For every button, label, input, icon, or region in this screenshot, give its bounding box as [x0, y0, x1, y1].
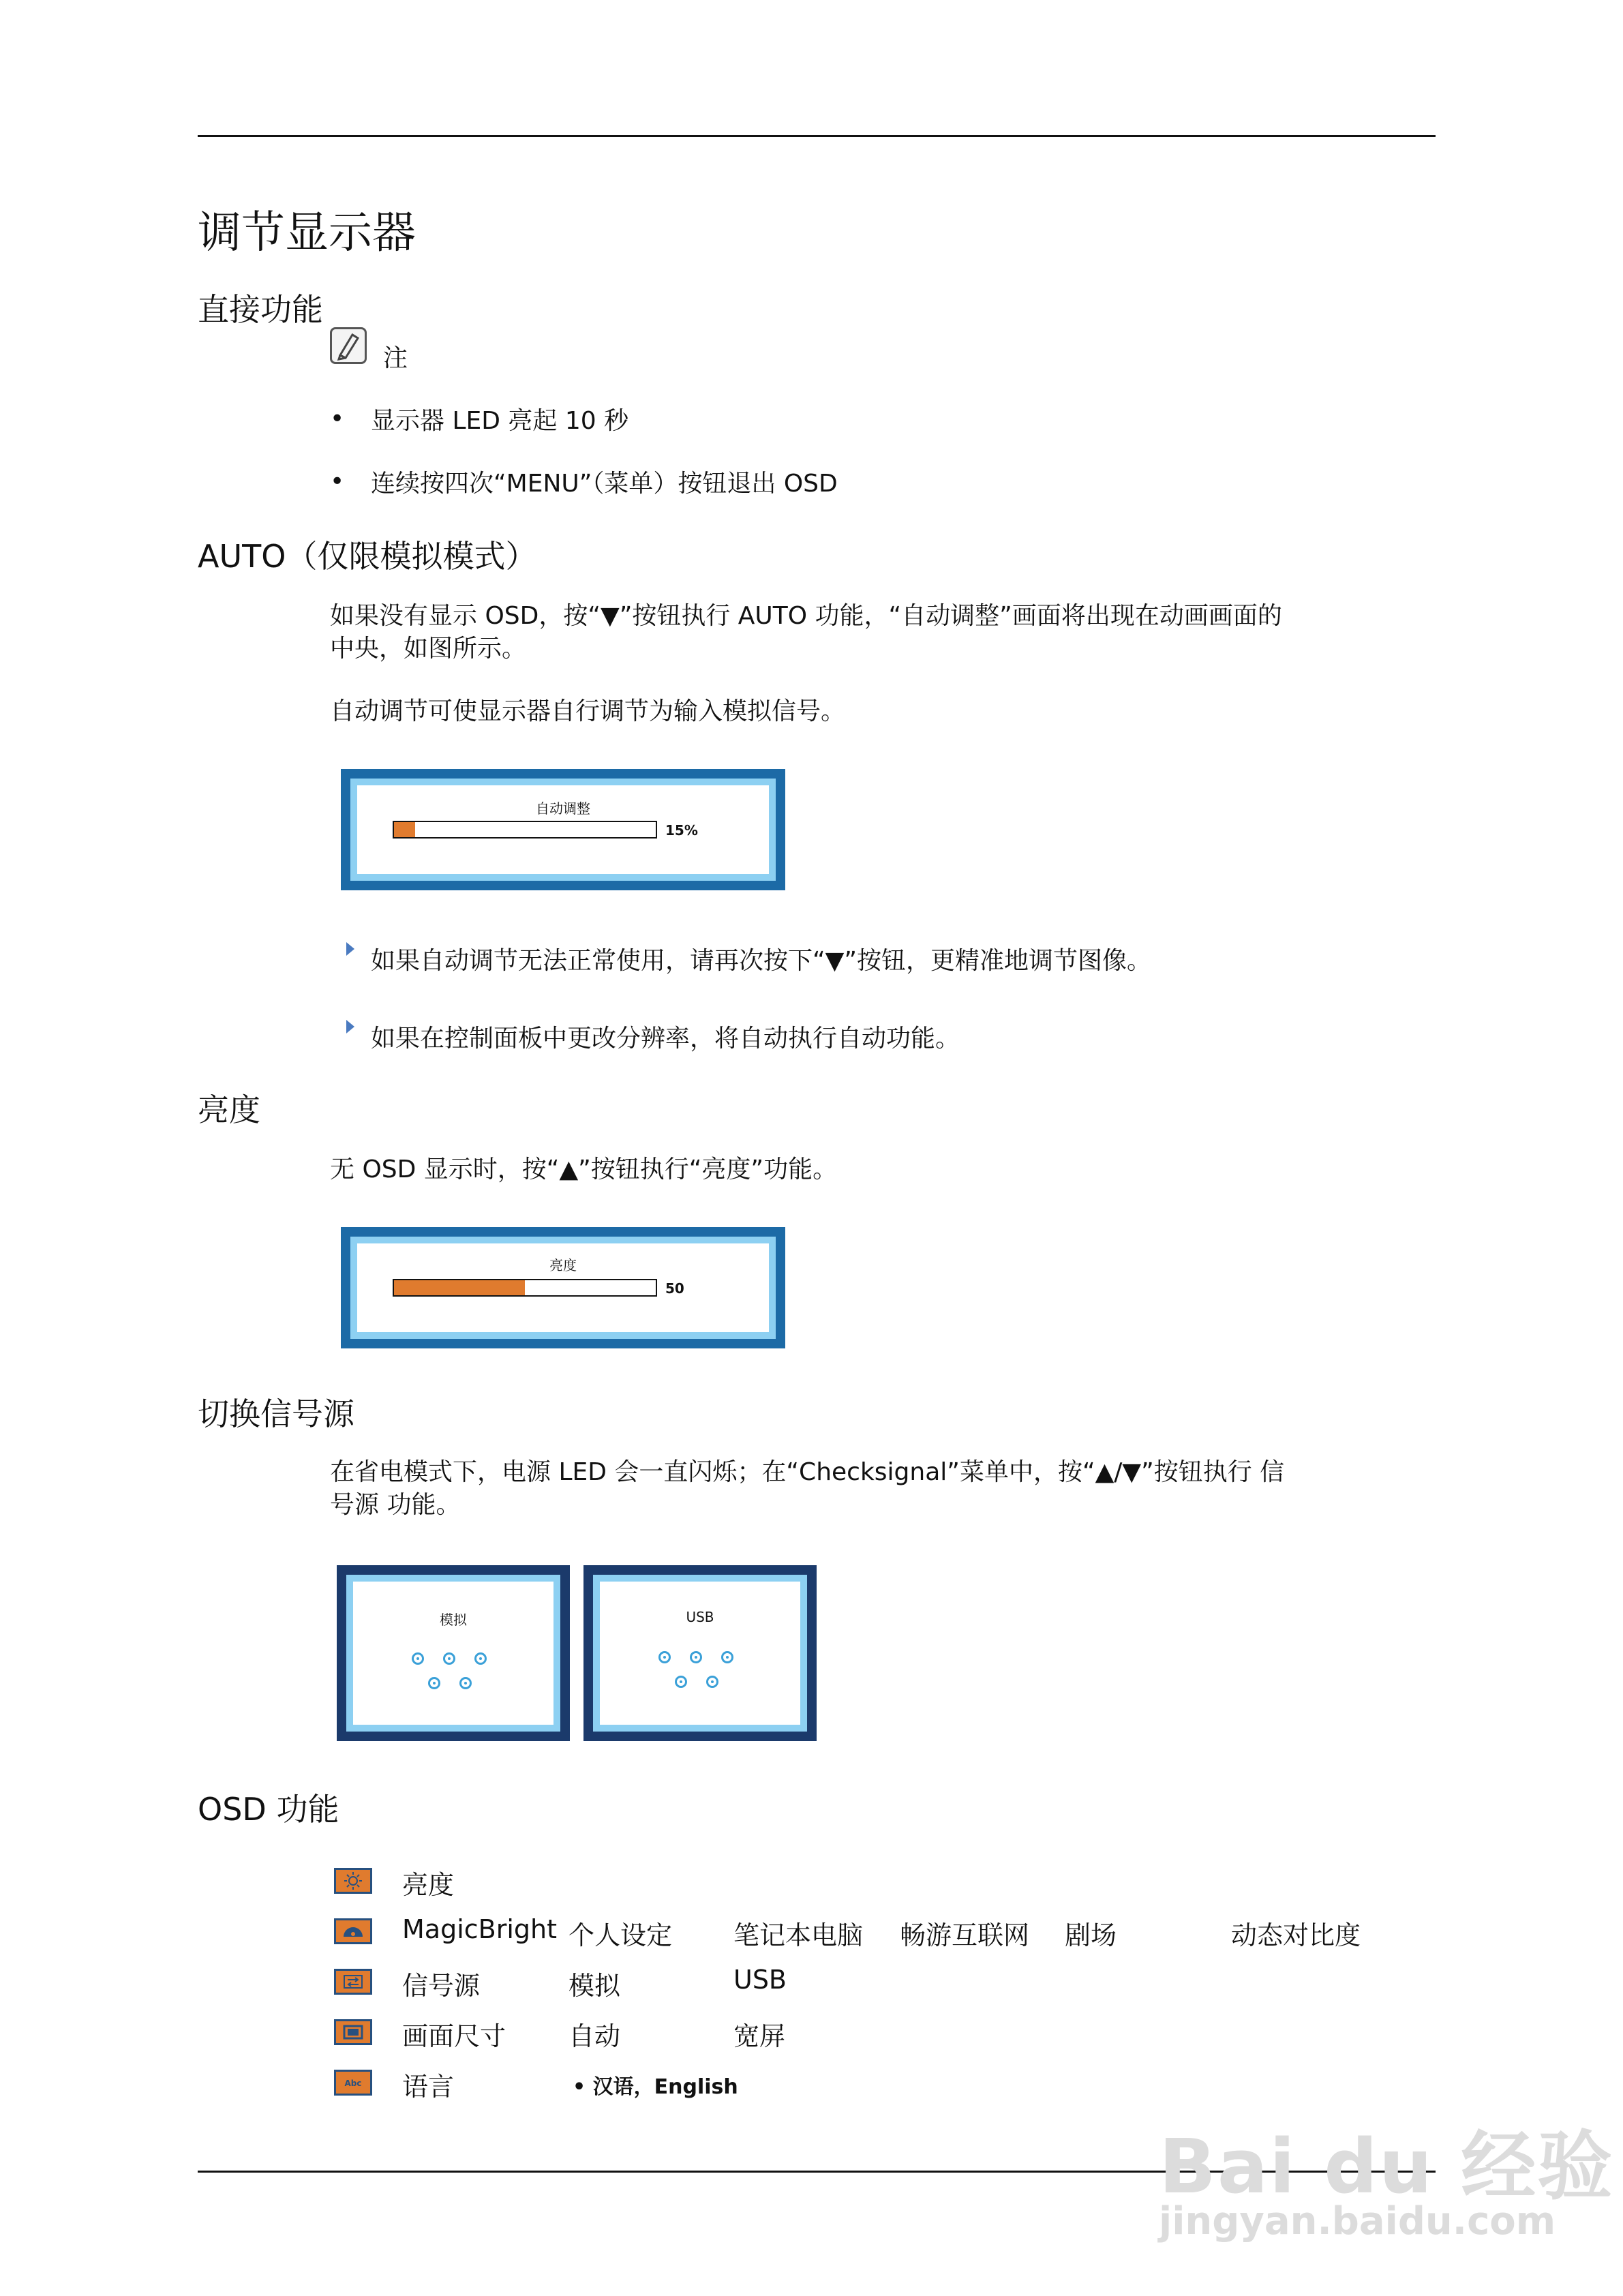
magicbright-icon — [334, 1918, 372, 1944]
osd-option: 个人设定 — [568, 1920, 673, 1950]
brightness-icon — [334, 1868, 372, 1894]
indicator-dot-icon — [658, 1651, 671, 1663]
osd-row-label: 信号源 — [402, 1971, 481, 2001]
osd-heading: OSD 功能 — [198, 1791, 339, 1828]
brightness-heading: 亮度 — [198, 1091, 260, 1128]
osd-option: 畅游互联网 — [900, 1920, 1030, 1950]
indicator-dot-icon — [428, 1677, 440, 1689]
indicator-dot-icon — [721, 1651, 733, 1663]
indicator-dot-icon — [412, 1652, 424, 1665]
page-title: 调节显示器 — [198, 208, 416, 258]
note-label: 注 — [383, 344, 408, 372]
osd-row-label: 亮度 — [402, 1870, 455, 1900]
auto-para1-line1: 如果没有显示 OSD，按“▼”按钮执行 AUTO 功能，“自动调整”画面将出现在动画画面的 — [330, 602, 1282, 630]
indicator-dot-icon — [459, 1677, 472, 1689]
dialog-title: 自动调整 — [536, 800, 590, 817]
source-para-line2: 号源 功能。 — [330, 1491, 461, 1519]
brightness-fill — [394, 1280, 525, 1295]
indicator-dot-icon — [690, 1651, 702, 1663]
auto-para1-line2: 中央，如图所示。 — [330, 635, 527, 663]
source-label: USB — [686, 1609, 714, 1625]
progress-bar — [393, 821, 657, 839]
osd-row-label: 画面尺寸 — [402, 2021, 506, 2051]
osd-option: USB — [733, 1965, 787, 1995]
screen-size-icon — [334, 2019, 372, 2045]
auto-tip-2: 如果在控制面板中更改分辨率，将自动执行自动功能。 — [371, 1025, 960, 1053]
source-heading: 切换信号源 — [198, 1395, 354, 1432]
osd-option: 宽屏 — [733, 2021, 786, 2051]
osd-option: 笔记本电脑 — [733, 1920, 864, 1950]
note-icon — [330, 327, 367, 364]
source-dialog-analog — [337, 1565, 570, 1741]
brightness-bar — [393, 1279, 657, 1297]
language-icon — [334, 2070, 372, 2096]
osd-row-label: MagicBright — [402, 1914, 557, 1944]
watermark-url: jingyan.baidu.com — [1159, 2199, 1556, 2244]
source-dialog-usb — [583, 1565, 817, 1741]
osd-option: • 汉语，English — [573, 2075, 738, 2099]
osd-option: 剧场 — [1065, 1920, 1117, 1950]
svg-text:Abc: Abc — [344, 2079, 362, 2088]
indicator-dot-icon — [706, 1676, 718, 1688]
indicator-dot-icon — [675, 1676, 687, 1688]
brightness-value: 50 — [665, 1280, 684, 1297]
source-para-line1: 在省电模式下，电源 LED 会一直闪烁；在“Checksignal”菜单中，按“▲/▼”按钮执行 信 — [330, 1458, 1285, 1486]
auto-adjust-dialog — [341, 769, 785, 890]
brightness-dialog — [341, 1227, 785, 1348]
direct-heading: 直接功能 — [198, 291, 323, 328]
indicator-dot-icon — [443, 1652, 455, 1665]
bullet-dot: • — [330, 468, 345, 496]
auto-para2: 自动调节可使显示器自行调节为输入模拟信号。 — [330, 697, 846, 725]
osd-option: 自动 — [568, 2021, 621, 2051]
source-icon — [334, 1969, 372, 1995]
bullet-dot: • — [330, 405, 345, 433]
tip-arrow-icon — [346, 942, 354, 956]
brightness-para: 无 OSD 显示时，按“▲”按钮执行“亮度”功能。 — [330, 1155, 838, 1183]
indicator-dot-icon — [474, 1652, 487, 1665]
osd-option: 模拟 — [568, 1971, 621, 2001]
watermark-brand: Bai du 经验 — [1159, 2123, 1614, 2210]
top-rule — [198, 135, 1436, 137]
direct-bullet-1: 显示器 LED 亮起 10 秒 — [371, 407, 629, 435]
progress-fill — [394, 822, 415, 837]
dialog-title: 亮度 — [549, 1257, 577, 1273]
auto-tip-1: 如果自动调节无法正常使用，请再次按下“▼”按钮，更精准地调节图像。 — [371, 947, 1151, 975]
tip-arrow-icon — [346, 1020, 354, 1033]
osd-option: 动态对比度 — [1231, 1920, 1361, 1950]
source-label: 模拟 — [440, 1612, 467, 1628]
auto-heading: AUTO（仅限模拟模式） — [198, 538, 537, 575]
osd-row-label: 语言 — [402, 2072, 455, 2102]
direct-bullet-2: 连续按四次“MENU”（菜单）按钮退出 OSD — [371, 470, 838, 498]
progress-label: 15% — [665, 822, 698, 839]
